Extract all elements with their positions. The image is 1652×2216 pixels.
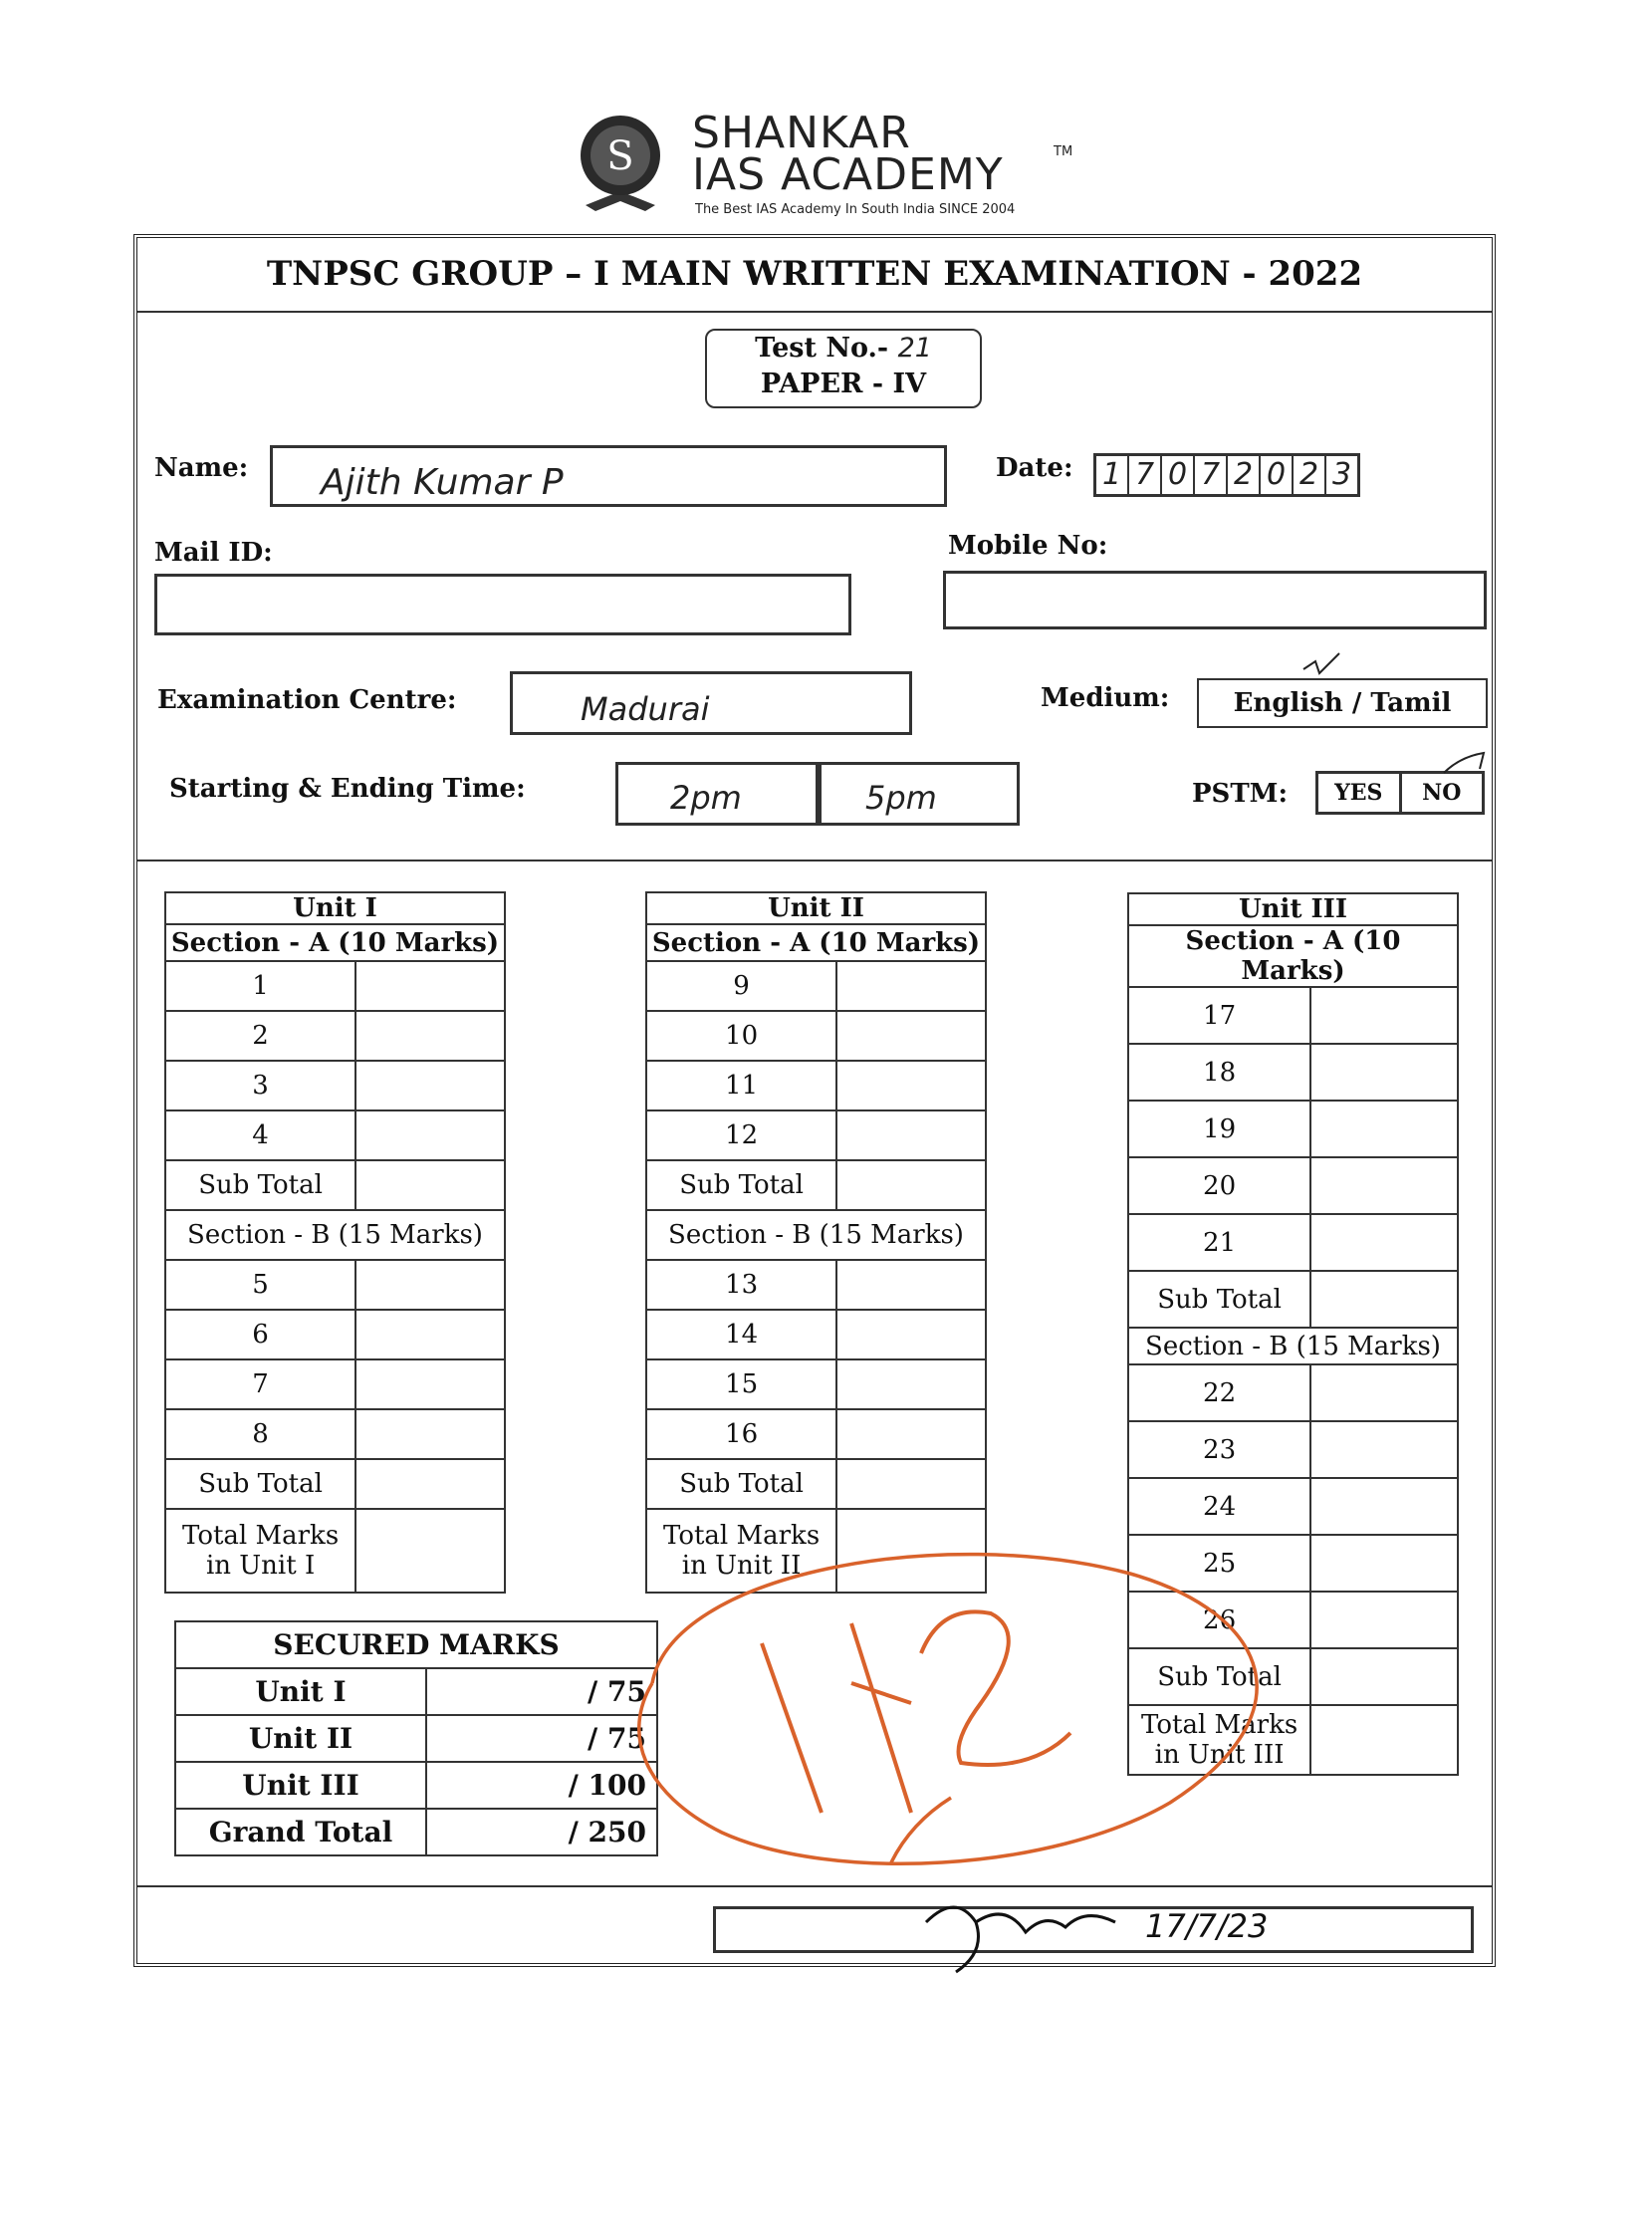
pstm-label: PSTM:	[1192, 779, 1289, 809]
marks-cell[interactable]	[1310, 1364, 1458, 1421]
unit-1-table	[164, 891, 506, 1594]
unit-title: Unit III	[1128, 893, 1458, 925]
centre-label: Examination Centre:	[157, 685, 457, 715]
marks-cell[interactable]	[1310, 1214, 1458, 1271]
marks-cell[interactable]	[355, 1011, 505, 1061]
exam-title: TNPSC GROUP – I MAIN WRITTEN EXAMINATION - 2022	[266, 254, 1363, 294]
pstm-no-option[interactable]: NO	[1422, 780, 1462, 806]
marks-cell[interactable]	[355, 1409, 505, 1459]
date-digit: 2	[1228, 456, 1261, 494]
question-number: 23	[1128, 1421, 1310, 1478]
date-digit: 3	[1331, 457, 1352, 492]
examiner-score-annotation-icon	[612, 1534, 1299, 1892]
question-number: 19	[1128, 1101, 1310, 1157]
marks-cell[interactable]	[836, 1359, 986, 1409]
secured-row-value[interactable]: / 75	[426, 1668, 657, 1715]
marks-cell[interactable]	[355, 1359, 505, 1409]
question-number: 6	[165, 1310, 355, 1359]
question-number: 20	[1128, 1157, 1310, 1214]
marks-cell[interactable]	[355, 961, 505, 1011]
question-number: 11	[646, 1061, 836, 1110]
medium-label: Medium:	[1041, 683, 1170, 713]
brand-tagline: The Best IAS Academy In South India SINCE 2004	[695, 202, 1016, 217]
question-number: 18	[1128, 1044, 1310, 1101]
question-number: 25	[1128, 1535, 1310, 1592]
marks-cell[interactable]	[1310, 1478, 1458, 1535]
section-b-header: Section - B (15 Marks)	[165, 1210, 505, 1260]
start-time-value: 2pm	[670, 779, 742, 817]
secured-row-label: Unit III	[175, 1762, 426, 1809]
secured-row-value[interactable]: / 75	[426, 1715, 657, 1762]
total-label-line1: Total Marks	[182, 1521, 340, 1551]
pstm-yes-option[interactable]: YES	[1318, 774, 1402, 812]
section-b-header: Section - B (15 Marks)	[1128, 1328, 1458, 1364]
subtotal-cell[interactable]	[1310, 1648, 1458, 1705]
signature-date: 17/7/23	[1145, 1907, 1269, 1945]
mail-label: Mail ID:	[154, 538, 273, 568]
unit-2-table	[645, 891, 987, 1594]
name-field[interactable]	[270, 445, 947, 507]
test-no-value: 21	[897, 333, 932, 364]
date-digit: 7	[1195, 456, 1228, 494]
question-number: 15	[646, 1359, 836, 1409]
academy-logo-icon	[576, 108, 665, 211]
question-number: 16	[646, 1409, 836, 1459]
mobile-label: Mobile No:	[948, 531, 1108, 561]
marks-cell[interactable]	[836, 961, 986, 1011]
svg-text:S: S	[606, 133, 634, 179]
date-digit: 1	[1096, 456, 1129, 494]
marks-cell[interactable]	[1310, 1592, 1458, 1648]
total-label-line1: Total Marks	[663, 1521, 821, 1551]
centre-field[interactable]	[510, 671, 912, 735]
date-label: Date:	[996, 453, 1073, 483]
medium-tick-mark-icon	[1299, 647, 1344, 679]
subtotal-label: Sub Total	[1128, 1271, 1310, 1328]
question-number: 9	[646, 961, 836, 1011]
section-a-header: Section - A (10 Marks)	[1128, 925, 1458, 987]
subtotal-label: Sub Total	[646, 1160, 836, 1210]
unit-title: Unit II	[646, 892, 986, 924]
secured-row-label: Unit I	[175, 1668, 426, 1715]
section-b-header: Section - B (15 Marks)	[646, 1210, 986, 1260]
brand-name-line1: SHANKAR	[692, 108, 911, 158]
marks-cell[interactable]	[836, 1409, 986, 1459]
marks-cell[interactable]	[355, 1260, 505, 1310]
unit-total-cell[interactable]	[355, 1509, 505, 1593]
marks-cell[interactable]	[355, 1310, 505, 1359]
unit-title: Unit I	[165, 892, 505, 924]
name-value: Ajith Kumar P	[321, 462, 564, 503]
subtotal-cell[interactable]	[836, 1160, 986, 1210]
secured-row-label: Unit II	[175, 1715, 426, 1762]
signature-scribble-icon	[916, 1882, 1135, 1982]
unit-total-label	[165, 1509, 355, 1593]
secured-row-label: Grand Total	[175, 1809, 426, 1855]
medium-options[interactable]: English / Tamil	[1197, 678, 1488, 728]
total-label-line2: in Unit I	[205, 1551, 316, 1581]
question-number: 3	[165, 1061, 355, 1110]
question-number: 14	[646, 1310, 836, 1359]
subtotal-cell[interactable]	[355, 1160, 505, 1210]
time-label: Starting & Ending Time:	[169, 774, 526, 804]
marks-cell[interactable]	[1310, 1157, 1458, 1214]
marks-cell[interactable]	[1310, 1421, 1458, 1478]
date-digit: 0	[1162, 456, 1195, 494]
subtotal-cell[interactable]	[355, 1459, 505, 1509]
question-number: 24	[1128, 1478, 1310, 1535]
centre-value: Madurai	[581, 690, 710, 728]
test-number-box	[705, 329, 982, 408]
question-number: 1	[165, 961, 355, 1011]
question-number: 12	[646, 1110, 836, 1160]
marks-cell[interactable]	[1310, 987, 1458, 1044]
date-digit: 0	[1261, 456, 1294, 494]
question-number: 5	[165, 1260, 355, 1310]
marks-cell[interactable]	[1310, 1044, 1458, 1101]
marks-cell[interactable]	[1310, 1535, 1458, 1592]
end-time-value: 5pm	[865, 779, 937, 817]
date-digit: 7	[1129, 456, 1162, 494]
subtotal-label: Sub Total	[646, 1459, 836, 1509]
subtotal-label: Sub Total	[165, 1160, 355, 1210]
total-label-line2: in Unit III	[1154, 1740, 1285, 1770]
time-field[interactable]	[615, 762, 1020, 826]
secured-row-value[interactable]: / 100	[426, 1762, 657, 1809]
question-number: 4	[165, 1110, 355, 1160]
total-label-line1: Total Marks	[1141, 1710, 1298, 1740]
subtotal-cell[interactable]	[1310, 1271, 1458, 1328]
date-digit: 2	[1294, 456, 1326, 494]
question-number: 8	[165, 1409, 355, 1459]
section-a-header: Section - A (10 Marks)	[646, 924, 986, 961]
total-label-line2: in Unit II	[681, 1551, 802, 1581]
secured-marks-title: SECURED MARKS	[175, 1621, 657, 1668]
mail-field[interactable]	[154, 574, 851, 635]
secured-row-value[interactable]: / 250	[426, 1809, 657, 1855]
marks-cell[interactable]	[836, 1011, 986, 1061]
form-divider	[137, 860, 1492, 862]
unit-total-cell[interactable]	[1310, 1705, 1458, 1775]
marks-cell[interactable]	[836, 1310, 986, 1359]
marks-cell[interactable]	[836, 1061, 986, 1110]
trademark-mark: TM	[1054, 144, 1073, 159]
title-divider	[137, 311, 1492, 313]
question-number: 22	[1128, 1364, 1310, 1421]
pstm-tick-mark-icon	[1442, 749, 1488, 779]
question-number: 26	[1128, 1592, 1310, 1648]
name-label: Name:	[154, 453, 249, 483]
question-number: 21	[1128, 1214, 1310, 1271]
time-divider	[816, 762, 822, 826]
question-number: 10	[646, 1011, 836, 1061]
marks-cell[interactable]	[1310, 1101, 1458, 1157]
mobile-field[interactable]	[943, 571, 1487, 629]
secured-marks-table	[174, 1620, 658, 1856]
brand-name-line2: IAS ACADEMY	[692, 149, 1004, 200]
question-number: 2	[165, 1011, 355, 1061]
subtotal-label: Sub Total	[165, 1459, 355, 1509]
marks-cell[interactable]	[836, 1110, 986, 1160]
question-number: 13	[646, 1260, 836, 1310]
subtotal-label: Sub Total	[1128, 1648, 1310, 1705]
marks-cell[interactable]	[355, 1110, 505, 1160]
question-number: 17	[1128, 987, 1310, 1044]
marks-cell[interactable]	[355, 1061, 505, 1110]
test-no-label: Test No.-	[755, 333, 889, 364]
date-field[interactable]	[1093, 453, 1360, 497]
section-a-header: Section - A (10 Marks)	[165, 924, 505, 961]
marks-cell[interactable]	[836, 1260, 986, 1310]
paper-label: PAPER - IV	[760, 369, 927, 399]
question-number: 7	[165, 1359, 355, 1409]
subtotal-cell[interactable]	[836, 1459, 986, 1509]
